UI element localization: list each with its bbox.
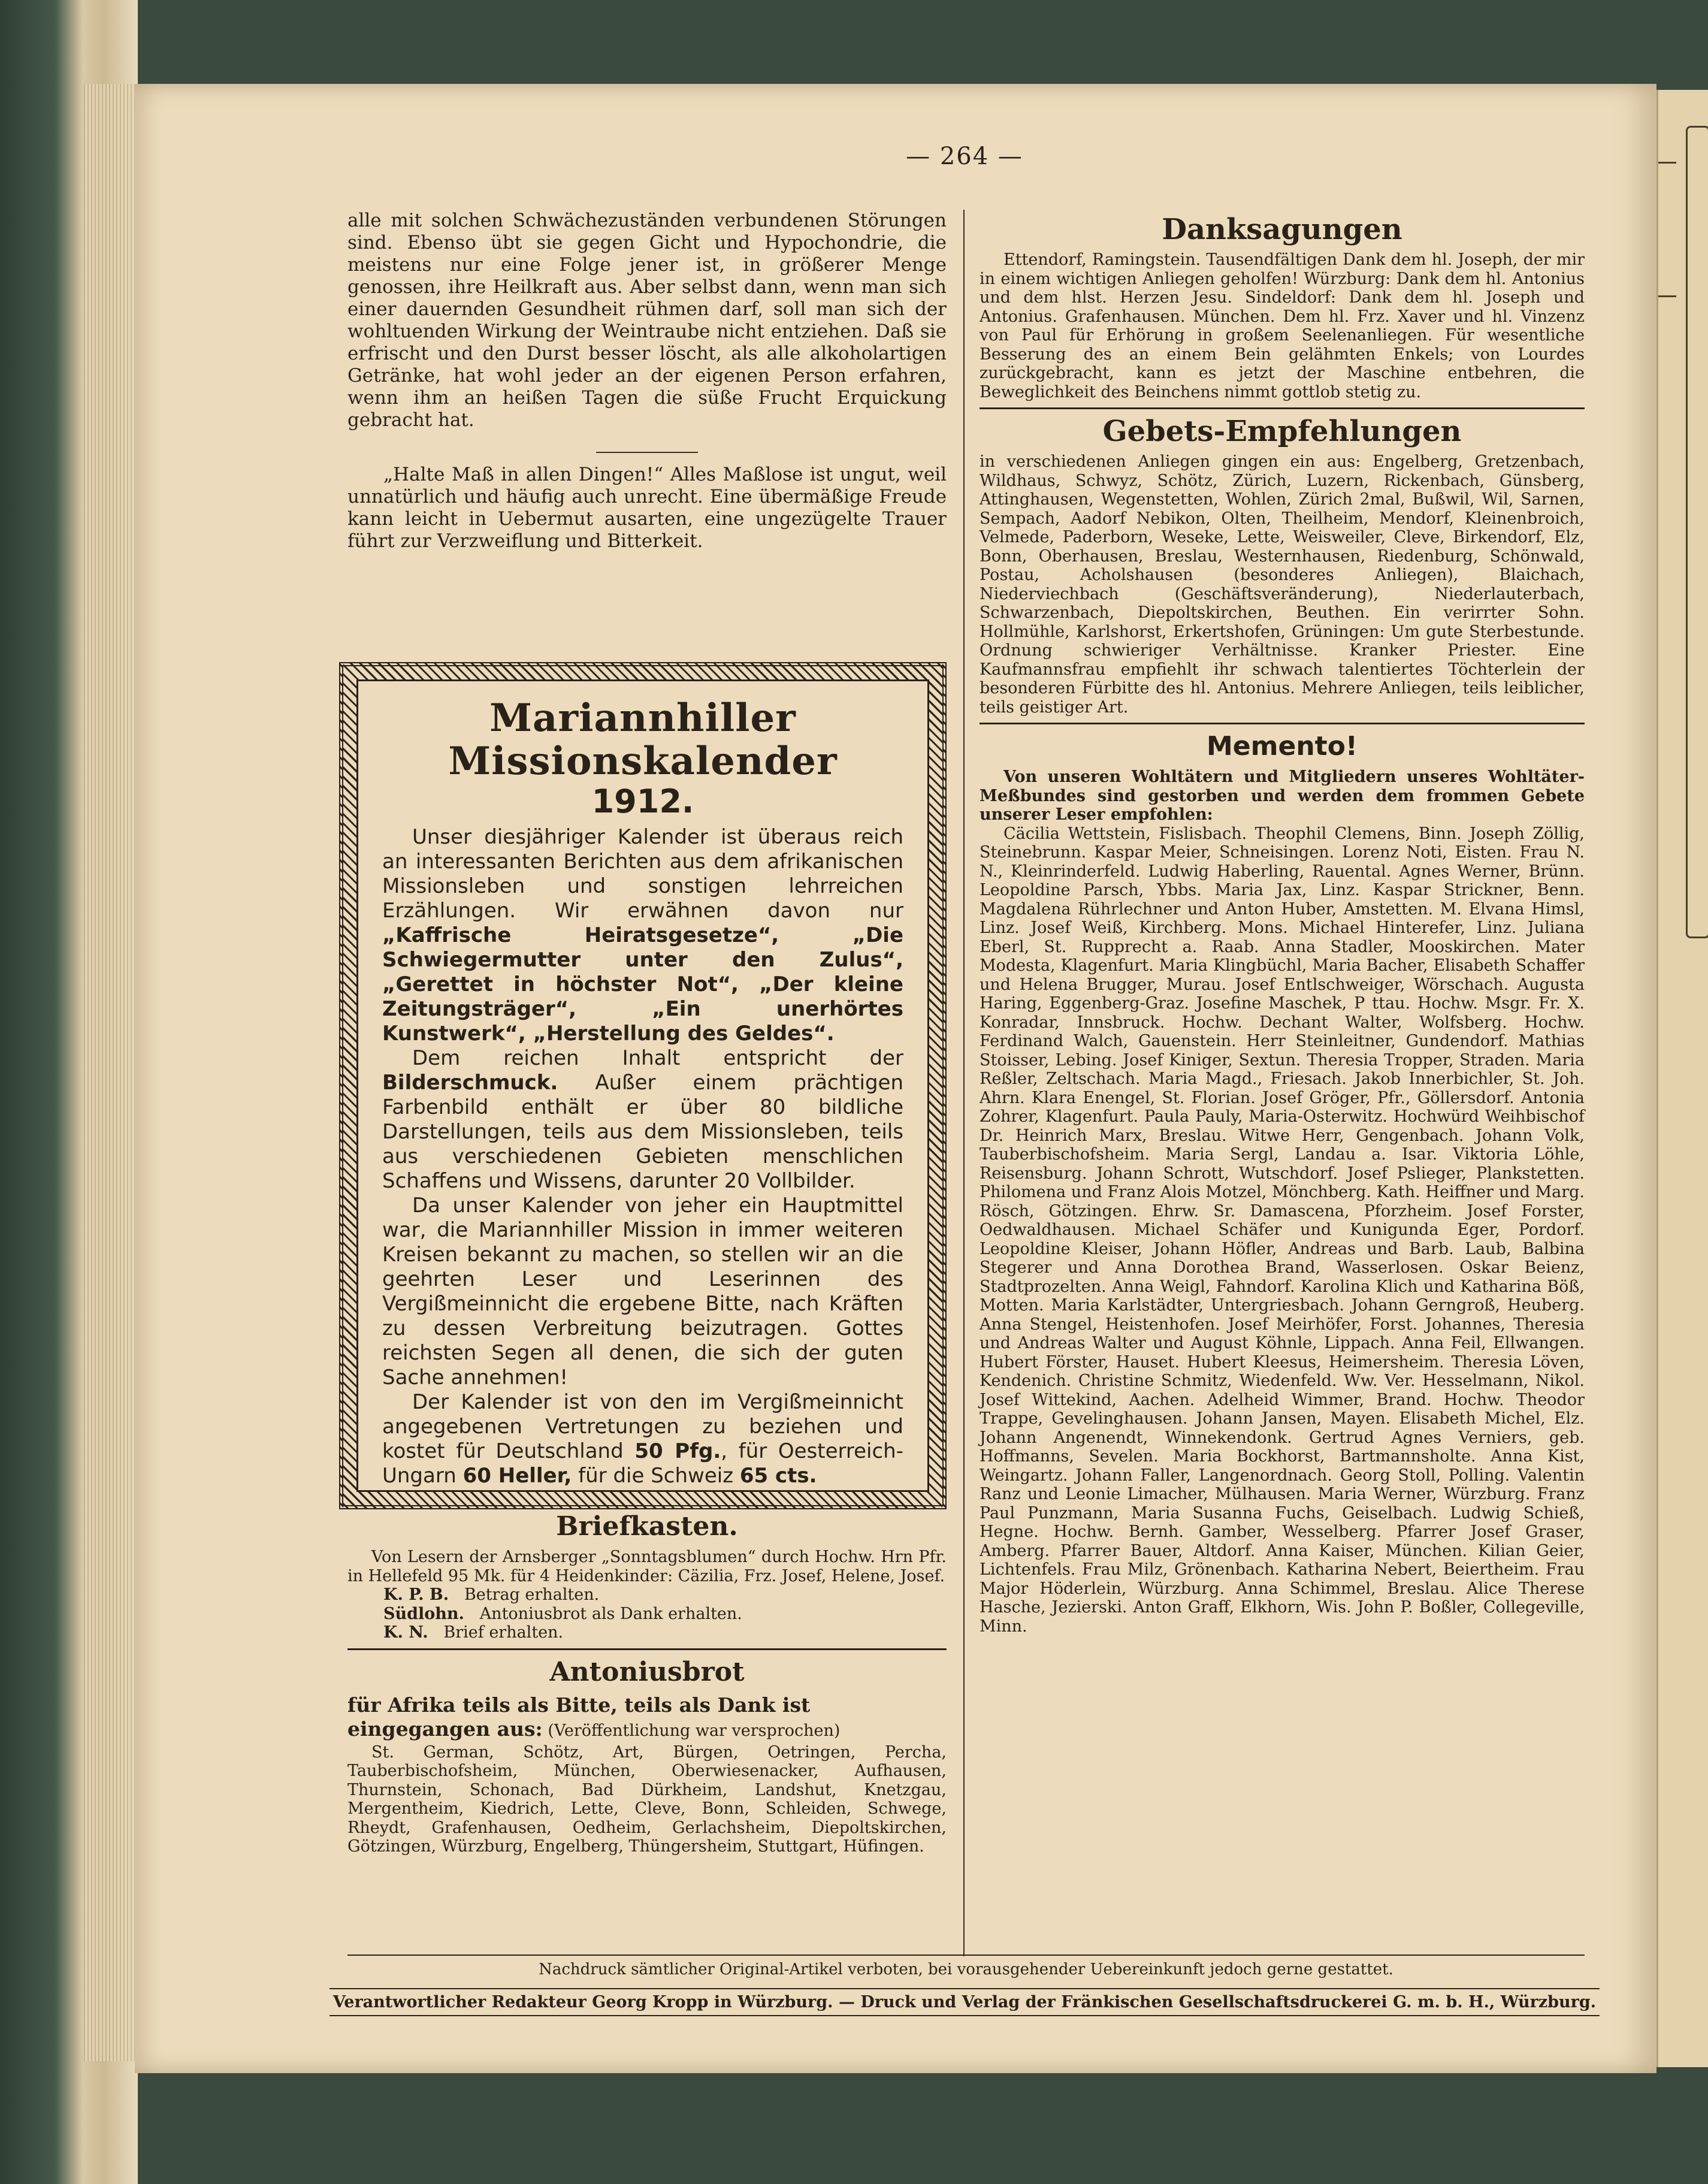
imprint: Verantwortlicher Redakteur Georg Kropp in Würzburg. — Druck und Verlag der Fränkischen Gesellschaftsdruckerei G. m. b. H., Würzburg. [329, 1988, 1600, 2016]
next-page-edge [1656, 90, 1708, 2067]
antoniusbrot-title: Antoniusbrot [549, 1656, 745, 1687]
text: Dem reichen Inhalt entspricht der [412, 1046, 903, 1070]
gebets-text: in verschiedenen Anliegen gingen ein aus: Engelberg, Gretzenbach, Wildhaus, Schwyz, Schötz, Zürich, Luzern, Rickenbach, Günsberg, Attinghausen, Wegenstetten, Wohlen, Zürich 2mal, Bußwil, Wil, Sarnen, Sempach, Aadorf Nebikon, Olten, Theilheim, Mendorf, Kleinenbroich, Velmede, Paderborn, Weseke, Lette, Weisweiler, Cleve, Birkendorf, Elz, Bonn, Oberhausen, Breslau, Westernhausen, Riedenburg, Schönwald, Postau, Acholshausen (besonderes Anliegen), Blaichach, Niederviechbach (Geschäftsveränderung), Niederlauterbach, Schwarzenbach, Diepoltskirchen, Beuthen. Ein verirrter Sohn. Hollmühle, Karlshorst, Erkertshofen, Grüningen: Um gute Sterbestunde. Ordnung schwieriger Verhältnisse. Kranker Priester. Eine Kaufmannsfrau empfiehlt ihr schwach talentiertes Töchterlein der besonderen Fürbitte des hl. Antonius. Mehrere Anliegen, teils leiblicher, teils geistiger Art. [980, 452, 1585, 717]
text: Antoniusbrot als Dank erhalten. [479, 1604, 742, 1623]
reprint-note: Nachdruck sämtlicher Original-Artikel verboten, bei vorausgehender Uebereinkunft jedoch gerne gestattet. [347, 1955, 1585, 1978]
maxim-paragraph: „Halte Maß in allen Dingen!“ Alles Maßlose ist ungut, weil unnatürlich und häufig auch unrecht. Eine übermäßige Freude kann leicht in Uebermut ausarten, eine ungezügelte Trauer führt zur Verzweiflung und Bitterkeit. [347, 464, 947, 552]
text: Unser diesjähriger Kalender ist überaus reich an interessanten Berichten aus dem afrikanischen Missionsleben und sonstigen lehrreichen Erzählungen. Wir erwähnen davon nur [382, 825, 903, 923]
briefkasten-intro: Von Lesern der Arnsberger „Sonntagsblumen“ durch Hochw. Hrn Pfr. in Hellefeld 95 Mk. für 4 Heidenkinder: Cäzilia, Frz. Josef, Helene, Josef. [347, 1548, 947, 1585]
briefkasten-line [347, 1605, 947, 1624]
section-rule [980, 723, 1585, 724]
text: Der Kalender ist von den im Vergißmeinnicht angegebenen Vertretungen zu beziehen und kostet für Deutschland [382, 1390, 903, 1463]
page-stack [84, 84, 138, 2061]
text: , für Oesterreich-Ungarn [382, 1439, 903, 1488]
advertisement-paragraph [382, 1046, 903, 1194]
text: Brief erhalten. [443, 1623, 564, 1642]
intro-paragraph: alle mit solchen Schwächezuständen verbundenen Störungen sind. Ebenso übt sie gegen Gicht und Hypochondrie, die meistens nur eine Folge jener ist, in größerer Menge genossen, ihre Heilkraft aus. Aber selbst dann, wenn man sich einer dauernden Gesundheit rühmen darf, soll man sich der wohltuenden Wirkung der Weintraube nicht entziehen. Daß sie erfrischt und den Durst besser löscht, als alle alkoholartigen Getränke, hat wohl jeder an der eigenen Person erfahren, wenn ihm an heißen Tagen die süße Frucht Erquickung gebracht hat. [347, 210, 947, 431]
section-rule [980, 407, 1585, 409]
page-number: — 264 — [906, 143, 1023, 170]
right-column [980, 210, 1585, 1636]
danksagungen-text: Ettendorf, Ramingstein. Tausendfältigen Dank dem hl. Joseph, der mir in einem wichtigen Anliegen geholfen! Würzburg: Dank dem hl. Antonius und dem hlst. Herzen Jesu. Sindeldorf: Dank dem hl. Joseph und Antonius. Grafenhausen. München. Dem hl. Frz. Xaver und hl. Vinzenz von Paul für Erhörung in großem Seelenanliegen. Für wesentliche Besserung des an einem Bein gelähmten Enkels; von Lourdes zurückgebracht, kann es jetzt der Maschine entbehren, die Beweglichkeit des Beinchens nimmt gottlob stetig zu. [980, 250, 1585, 401]
recipient: K. N. [383, 1623, 428, 1642]
danksagungen-title: Danksagungen [1162, 213, 1402, 246]
price: 50 Pfg. [634, 1439, 721, 1463]
emphasis: Bilderschmuck. [382, 1071, 558, 1095]
text: für die Schweiz [572, 1464, 740, 1488]
recipient: Südlohn. [383, 1604, 464, 1623]
subtitle-text: für Afrika teils als Bitte, teils als Dank ist eingegangen aus: [347, 1693, 811, 1741]
left-column [347, 210, 947, 573]
briefkasten-line [347, 1585, 947, 1605]
price: 65 cts. [739, 1464, 817, 1488]
advertisement-inner [356, 679, 929, 1492]
advertisement-paragraph [382, 1390, 903, 1488]
column-divider [963, 210, 965, 1956]
advertisement-paragraph: Da unser Kalender von jeher ein Hauptmittel war, die Mariannhiller Mission in immer weiteren Kreisen bekannt zu machen, so stellen wir an die geehrten Leser und Leserinnen des Vergißmeinnicht die ergebene Bitte, nach Kräften zu dessen Verbreitung beizutragen. Gottes reichsten Segen all denen, die sich der guten Sache annehmen! [382, 1194, 903, 1389]
ornament-detail [1658, 162, 1676, 297]
advertisement-title: Mariannhiller Missionskalender [448, 696, 838, 784]
antoniusbrot-subtitle [347, 1693, 947, 1743]
ornament-border [1686, 126, 1708, 938]
memento-list: Cäcilia Wettstein, Fislisbach. Theophil Clemens, Binn. Joseph Zöllig, Steinebrunn. Kaspar Meier, Schneisingen. Lorenz Noti, Eisten. Frau N. N., Kleinrinderfeld. Ludwig Haberling, Rauental. Agnes Werner, Brünn. Leopoldine Parsch, Ybbs. Maria Jax, Linz. Kaspar Strickner, Benn. Magdalena Rührlechner und Anton Huber, Amstetten. M. Elvana Himsl, Linz. Josef Weiß, Kirchberg. Mons. Michael Hinterefer, Linz. Juliana Eberl, St. Rupprecht a. Raab. Anna Stadler, Mooskirchen. Mater Modesta, Klagenfurt. Maria Klingbüchl, Maria Bacher, Elisabeth Schaffer und Helena Brugger, Murau. Josef Entlschweiger, Wörschach. Augusta Haring, Eggenberg-Graz. Josefine Maschek, P ttau. Hochw. Msgr. Fr. X. Konradar, Innsbruck. Hochw. Dechant Walter, Wolfsberg. Hochw. Ferdinand Walch, Gauenstein. Herr Steinleitner, Gundendorf. Mathias Stoisser, Lebing. Josef Kiniger, Sextun. Theresia Tropper, Straden. Maria Reßler, Zeltschach. Maria Magd., Friesach. Jakob Innerbichler, St. Joh. Ahrn. Klara Enengel, St. Florian. Josef Gröger, Pfr., Göllersdorf. Antonia Zohrer, Klagenfurt. Paula Pauly, Maria-Osterwitz. Hochwürd Weihbischof Dr. Heinrich Marx, Breslau. Witwe Herr, Gengenbach. Johann Volk, Tauberbischofsheim. Maria Sergl, Landau a. Isar. Viktoria Löhle, Reisensburg. Johann Schrott, Wutschdorf. Josef Pslieger, Plankstetten. Philomena und Franz Alois Motzel, Mönchberg. Kath. Heiffner und Marg. Rösch, Götzingen. Ehrw. Sr. Damascena, Pforzheim. Josef Forster, Oedwaldhausen. Michael Schäfer und Kunigunda Eger, Pordorf. Leopoldine Kleiser, Johann Höfler, Andreas und Barb. Laub, Balbina Stegerer und Anna Dorothea Brand, Wasserlosen. Oskar Beienz, Stadtprozelten. Anna Weigl, Fahndorf. Karolina Klich und Katharina Böß, Motten. Maria Karlstädter, Untergriesbach. Johann Gerngroß, Heuberg. Anna Stengel, Heistenhofen. Josef Meirhöfer, Forst. Johannes, Theresia und Andreas Walter und August Köhnle, Lippach. Anna Feil, Ellwangen. Hubert Förster, Hauset. Hubert Kleesus, Heimersheim. Theresia Löven, Kendenich. Christine Schmitz, Wiedenfeld. Ww. Ver. Hesselmann, Nikol. Josef Wittekind, Aachen. Adelheid Wimmer, Brand. Hochw. Theodor Trappe, Gevelinghausen. Johann Jansen, Mayen. Elisabeth Michel, Elz. Johann Angenendt, Winnekendonk. Gertrud Agnes Verniers, geb. Hoffmanns, Sevelen. Maria Bockhorst, Bartmannsholte. Anna Kist, Weingartz. Johann Faller, Langenordnach. Georg Stoll, Polling. Valentin Ranz und Leonie Limacher, Mülhausen. Maria Werner, Würzburg. Franz Paul Punzmann, Maria Susanna Fuchs, Geiselbach. Ludwig Schieß, Hegne. Hochw. Bernh. Gamber, Wesselberg. Pfarrer Josef Graser, Amberg. Pfarrer Bauer, Altdorf. Anna Kaiser, München. Kilian Geier, Lichtenfels. Frau Milz, Grönenbach. Katharina Nebert, Beiertheim. Frau Major Höderlein, Würzburg. Anna Schimmel, Breslau. Alice Therese Hasche, Jezierski. Anton Graff, Elkhorn, Wis. John P. Boßler, Collegeville, Minn. [980, 824, 1585, 1636]
briefkasten-section [347, 1507, 947, 1856]
story-titles: „Kaffrische Heiratsgesetze“, „Die Schwiegermutter unter den Zulus“, „Gerettet in höchster Not“, „Der kleine Zeitungsträger“, „Ein unerhörtes Kunstwerk“, „Herstellung des Geldes“. [382, 923, 903, 1046]
advertisement-paragraph [382, 825, 903, 1046]
memento-intro: Von unseren Wohltätern und Mitgliedern unseres Wohltäter-Meßbundes sind gestorben und werden dem frommen Gebete unserer Leser empfohlen: [980, 768, 1585, 824]
memento-title: Memento! [1207, 731, 1358, 762]
price: 60 Heller, [462, 1464, 572, 1488]
book-edge [0, 0, 138, 2184]
text: Betrag erhalten. [464, 1585, 600, 1604]
short-rule [596, 452, 698, 453]
briefkasten-line [347, 1623, 947, 1642]
recipient: K. P. B. [383, 1585, 449, 1604]
section-rule [347, 1648, 947, 1650]
gebets-title: Gebets-Empfehlungen [1102, 415, 1462, 448]
text: Außer einem prächtigen Farbenbild enthält er über 80 bildliche Darstellungen, teils aus dem Missionsleben, teils aus verschiedenen Gebieten menschlichen Schaffens und Wissens, darunter 20 Vollbilder. [382, 1071, 903, 1193]
advertisement-year: 1912. [591, 783, 694, 820]
antoniusbrot-list: St. German, Schötz, Art, Bürgen, Oetringen, Percha, Tauberbischofsheim, München, Oberwiesenacker, Aufhausen, Thurnstein, Schonach, Bad Dürkheim, Landshut, Knetzgau, Mergentheim, Kiedrich, Lette, Cleve, Bonn, Schleiden, Schwege, Rheydt, Grafenhausen, Oedheim, Gerlachsheim, Diepoltskirchen, Götzingen, Würzburg, Engelberg, Thüngersheim, Stuttgart, Hüfingen. [347, 1742, 947, 1856]
calendar-advertisement [339, 662, 947, 1509]
subtitle-note: (Veröffentlichung war versprochen) [542, 1721, 841, 1740]
briefkasten-title: Briefkasten. [556, 1511, 738, 1542]
